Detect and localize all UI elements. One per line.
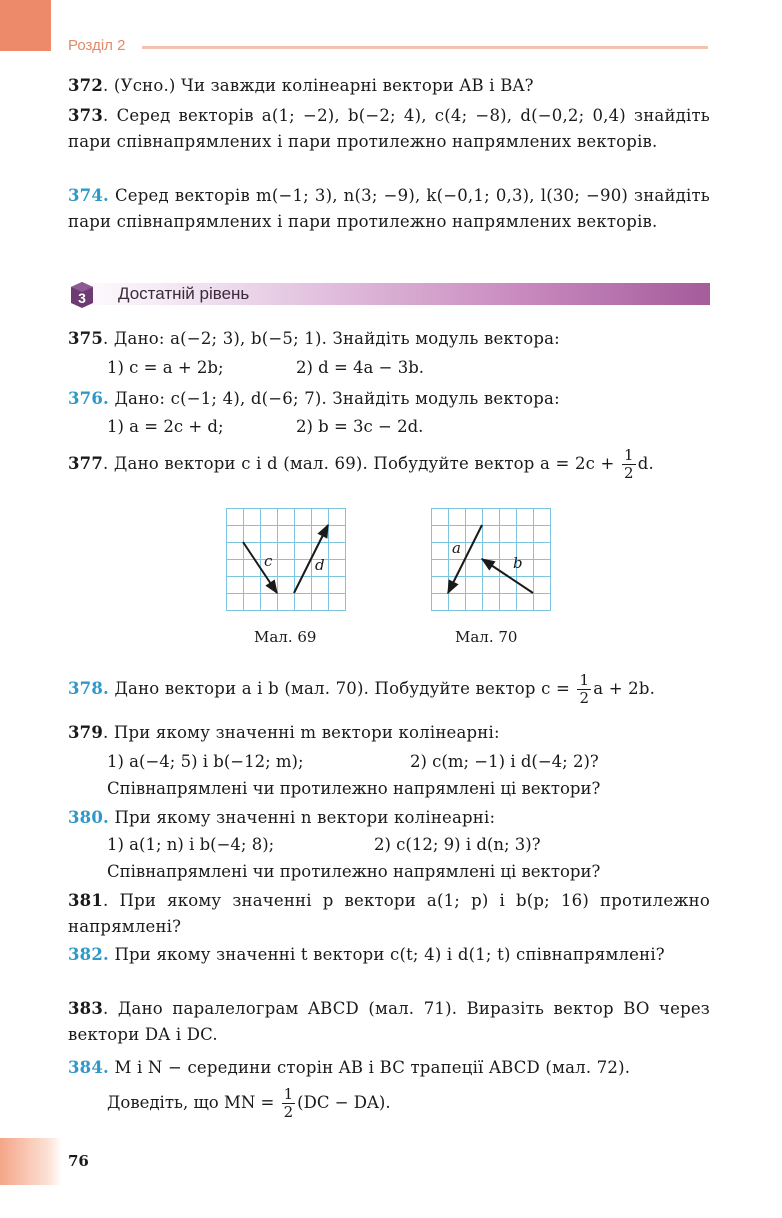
vector-b-label: b — [513, 554, 523, 572]
problem-380-question: Співнапрямлені чи протилежно напрямлені ці вектори? — [107, 862, 601, 881]
vector-a-label: a — [452, 539, 461, 557]
problem-376-item-2: 2) b = 3c − 2d. — [296, 417, 424, 436]
problem-number: 383 — [68, 999, 104, 1018]
vector-d-label: d — [315, 556, 325, 574]
problem-number: 378. — [68, 679, 109, 698]
problem-text: . Серед векторів a(1; −2), b(−2; 4), c(4; −8), d(−0,2; 0,4) знайдіть пари співнапрямлених і пари протилежно напрямлених векторів. — [68, 106, 710, 151]
fraction: $\frac{1}{2}$ — [624, 446, 634, 482]
problem-380 — [68, 805, 710, 831]
problem-373 — [68, 103, 710, 155]
problem-number: 377 — [68, 454, 104, 473]
vector-c-label: c — [264, 552, 273, 570]
problem-374 — [68, 183, 710, 235]
problem-379-item-1: 1) a(−4; 5) і b(−12; m); — [107, 752, 304, 771]
problem-382 — [68, 942, 710, 968]
problem-number: 384. — [68, 1058, 109, 1077]
page-corner-tab — [0, 0, 51, 51]
level-badge-icon — [68, 281, 96, 309]
problem-text: . (Усно.) Чи завжди колінеарні вектори AB і BA? — [103, 76, 534, 95]
svg-text:3: 3 — [78, 290, 86, 306]
problem-379-item-2: 2) c(m; −1) і d(−4; 2)? — [410, 752, 599, 771]
problem-number: 382. — [68, 945, 109, 964]
figure-69-caption: Мал. 69 — [254, 628, 317, 646]
problem-376 — [68, 386, 710, 412]
problem-379-question: Співнапрямлені чи протилежно напрямлені ці вектори? — [107, 779, 601, 798]
problem-text: При якому значенні t вектори c(t; 4) і d(1; t) співнапрямлені? — [109, 945, 665, 964]
problem-number: 375 — [68, 329, 104, 348]
problem-375 — [68, 326, 710, 352]
problem-number: 379 — [68, 723, 104, 742]
page-number: 76 — [68, 1152, 89, 1170]
problem-text: . Дано паралелограм ABCD (мал. 71). Виразіть вектор BO через вектори DA і DC. — [68, 999, 710, 1044]
problem-number: 373 — [68, 106, 104, 125]
problem-378 — [68, 672, 710, 707]
section-header: Розділ 2 — [68, 37, 126, 54]
problem-text: Дано вектори a і b (мал. 70). Побудуйте вектор c = — [109, 679, 576, 698]
problem-text: . Дано вектори c і d (мал. 69). Побудуйте вектор a = 2c + — [103, 454, 621, 473]
problem-380-item-1: 1) a(1; n) і b(−4; 8); — [107, 835, 275, 854]
problem-379 — [68, 720, 710, 746]
problem-text: M і N − середини сторін AB і BC трапеції ABCD (мал. 72). — [109, 1058, 631, 1077]
problem-number: 376. — [68, 389, 109, 408]
problem-text-tail: a + 2b. — [593, 679, 656, 698]
problem-375-item-2: 2) d = 4a − 3b. — [296, 358, 425, 377]
problem-384-line-2: Доведіть, що MN = $\frac{1}{2}$ (DC − DA). — [107, 1085, 391, 1121]
problem-number: 374. — [68, 186, 109, 205]
problem-number: 381 — [68, 891, 104, 910]
problem-number: 380. — [68, 808, 109, 827]
problem-372 — [68, 73, 710, 99]
problem-text: Серед векторів m(−1; 3), n(3; −9), k(−0,1; 0,3), l(30; −90) знайдіть пари співнапрямлених і пари протилежно напрямлених векторів. — [68, 186, 710, 231]
problem-text: Дано: c(−1; 4), d(−6; 7). Знайдіть модуль вектора: — [109, 389, 560, 408]
figure-70-grid — [431, 508, 551, 611]
problem-text: При якому значенні n вектори колінеарні: — [109, 808, 496, 827]
problem-384 — [68, 1055, 710, 1081]
problem-375-item-1: 1) c = a + 2b; — [107, 358, 224, 377]
problem-380-item-2: 2) c(12; 9) і d(n; 3)? — [374, 835, 541, 854]
header-rule — [142, 46, 708, 49]
problem-text-tail: d. — [637, 454, 654, 473]
problem-383 — [68, 996, 710, 1048]
fraction: $\frac{1}{2}$ — [579, 671, 590, 707]
page-corner-tab-bottom — [0, 1138, 62, 1185]
problem-text: . При якому значенні m вектори колінеарні: — [103, 723, 500, 742]
fraction: $\frac{1}{2}$ — [283, 1085, 294, 1121]
figure-70-caption: Мал. 70 — [455, 628, 518, 646]
problem-377 — [68, 447, 710, 482]
problem-376-item-1: 1) a = 2c + d; — [107, 417, 224, 436]
problem-381 — [68, 888, 710, 940]
problem-number: 372 — [68, 76, 104, 95]
figure-69-grid — [226, 508, 346, 611]
level-title: Достатній рівень — [118, 284, 250, 303]
problem-text: . При якому значенні p вектори a(1; p) і b(p; 16) протилежно напрямлені? — [68, 891, 710, 936]
problem-text: . Дано: a(−2; 3), b(−5; 1). Знайдіть модуль вектора: — [103, 329, 560, 348]
